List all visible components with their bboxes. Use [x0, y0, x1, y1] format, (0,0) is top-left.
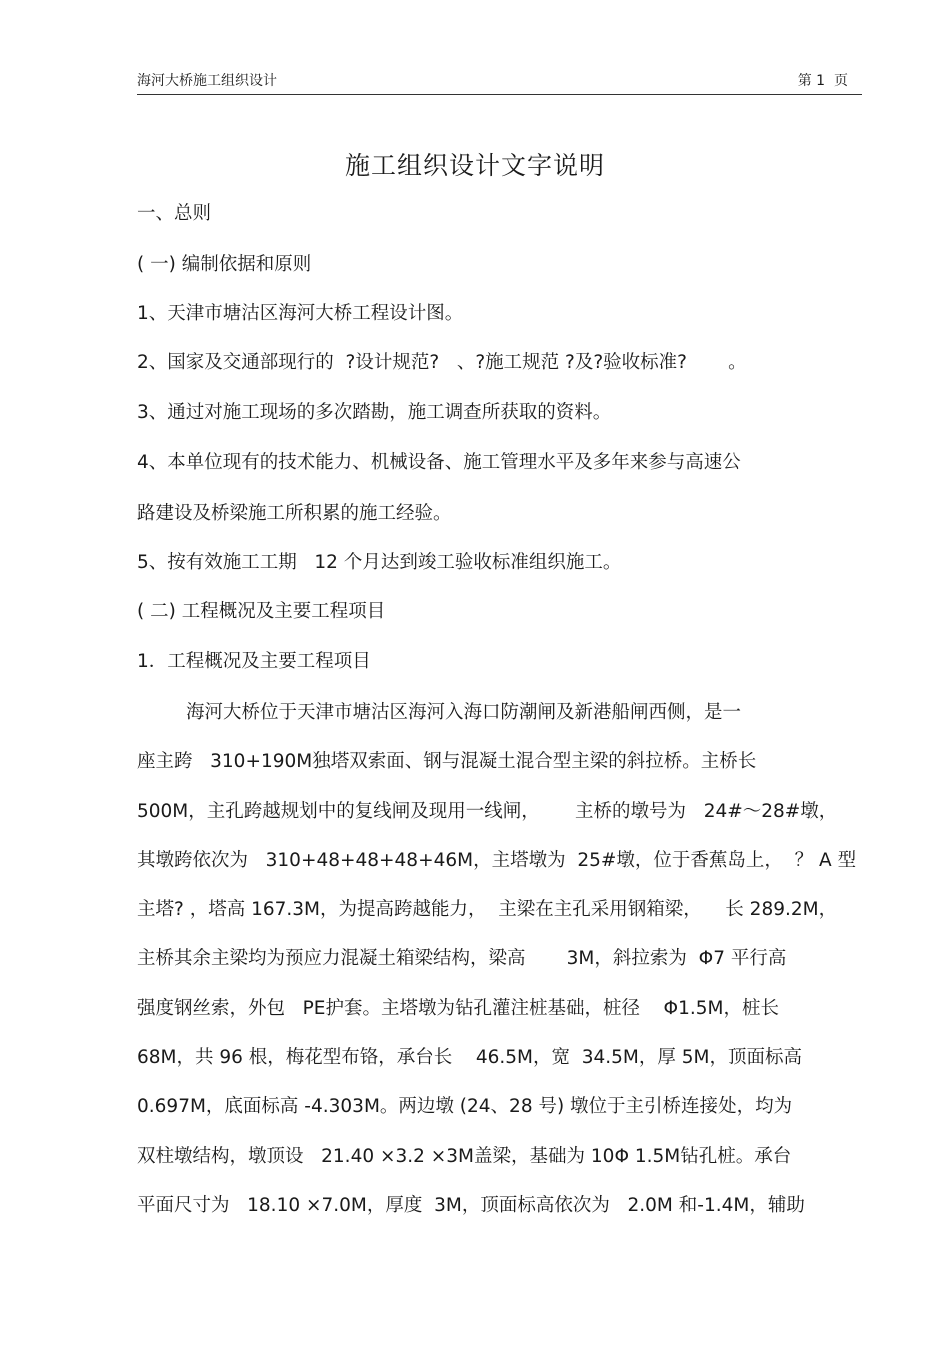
section-heading-general: 一、总则: [137, 203, 212, 224]
subsection-heading-overview: ( 二) 工程概况及主要工程项目: [137, 601, 386, 622]
list-item: 1、天津市塘沽区海河大桥工程设计图。: [137, 303, 464, 324]
paragraph-line: 双柱墩结构，墩顶设 21.40 ×3.2 ×3M盖梁，基础为 10Φ 1.5M钻孔桩。承台: [137, 1145, 792, 1167]
list-item-continuation: 路建设及桥梁施工所积累的施工经验。: [137, 503, 452, 524]
overview-paragraph: [137, 701, 859, 1243]
paragraph-line: 强度钢丝索，外包 PE护套。主塔墩为钻孔灌注桩基础，桩径 Φ1.5M，桩长: [137, 997, 779, 1019]
paragraph-line: 座主跨 310+190M独塔双索面、钢与混凝土混合型主梁的斜拉桥。主桥长: [137, 751, 757, 773]
list-item: 2、国家及交通部现行的 ?设计规范? 、?施工规范 ?及?验收标准? 。: [137, 352, 747, 373]
page-header: [137, 68, 862, 95]
paragraph-line: 主塔? ，塔高 167.3M，为提高跨越能力， 主梁在主孔采用钢箱梁， 长 289.2M，: [137, 899, 838, 921]
page-title: 施工组织设计文字说明: [344, 151, 605, 180]
paragraph-line: 海河大桥位于天津市塘沽区海河入海口防潮闸及新港船闸西侧，是一: [186, 702, 742, 723]
paragraph-line: 68M，共 96 根，梅花型布铬，承台长 46.5M，宽 34.5M，厚 5M，顶面标高: [137, 1047, 803, 1069]
list-item: 3、通过对施工现场的多次踏勘，施工调查所获取的资料。: [137, 402, 612, 423]
item-heading-overview: 1．工程概况及主要工程项目: [137, 651, 371, 672]
paragraph-line: 其墩跨依次为 310+48+48+48+46M，主塔墩为 25#墩，位于香蕉岛上， ？ A 型: [137, 849, 857, 871]
subsection-heading-basis: ( 一) 编制依据和原则: [137, 254, 312, 275]
header-page-number: 第 1 页: [797, 73, 848, 89]
paragraph-line: 0.697M，底面标高 -4.303M。两边墩 (24、28 号) 墩位于主引桥连接处，均为: [137, 1096, 793, 1118]
header-document-title: 海河大桥施工组织设计: [137, 73, 277, 89]
paragraph-line: 主桥其余主梁均为预应力混凝土箱梁结构，梁高 3M，斜拉索为 Φ7 平行高: [137, 948, 787, 970]
list-item: 4、本单位现有的技术能力、机械设备、施工管理水平及多年来参与高速公: [137, 452, 741, 473]
paragraph-line: 500M，主孔跨越规划中的复线闸及现用一线闸， 主桥的墩号为 24#～28#墩，: [137, 800, 838, 822]
list-item: 5、按有效施工工期 12 个月达到竣工验收标准组织施工。: [137, 552, 622, 573]
paragraph-line: 平面尺寸为 18.10 ×7.0M，厚度 3M，顶面标高依次为 2.0M 和-1.4M，辅助: [137, 1194, 805, 1216]
